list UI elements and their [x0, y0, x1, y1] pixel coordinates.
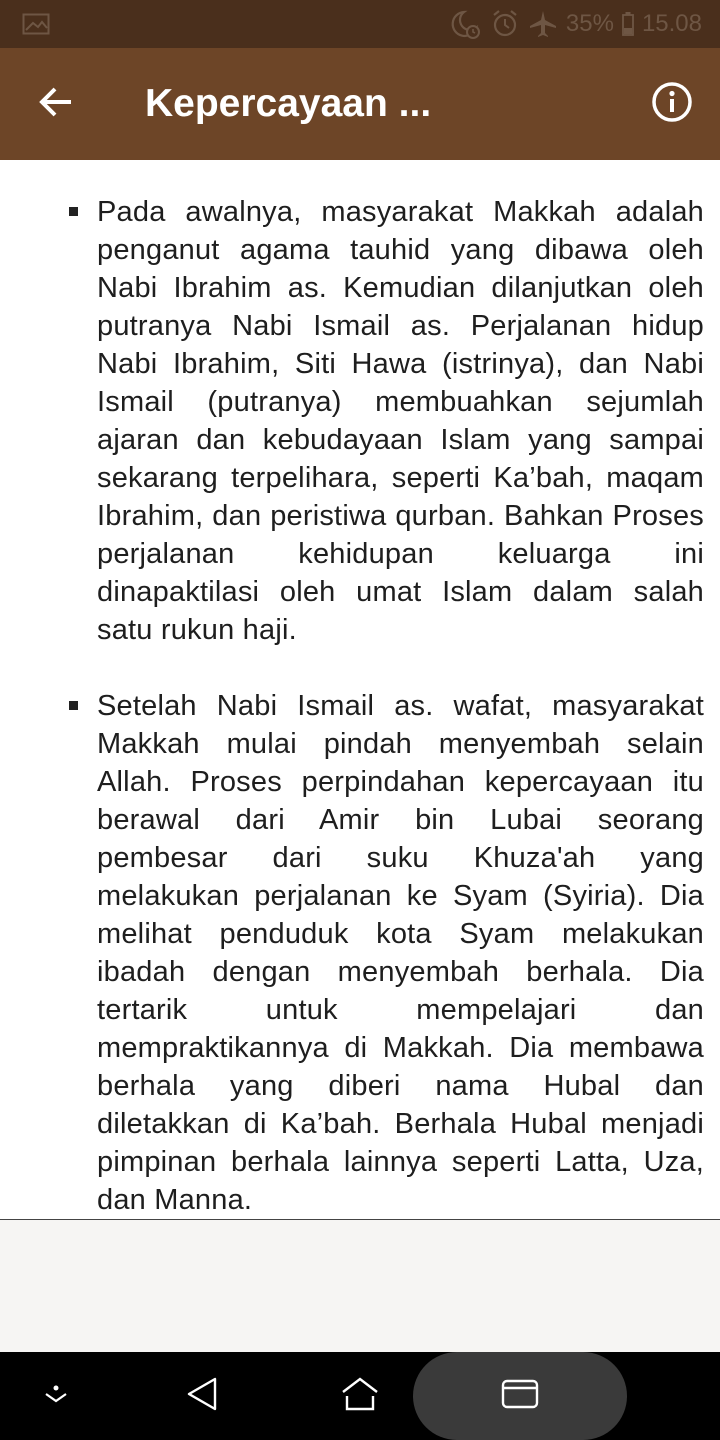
hide-nav-button[interactable]	[26, 1352, 86, 1440]
list-item	[0, 687, 720, 1219]
info-icon	[651, 81, 693, 128]
bottom-blank-area	[0, 1220, 720, 1352]
page-title: Kepercayaan ...	[145, 82, 432, 125]
nav-recents-button[interactable]	[488, 1352, 552, 1440]
bullet-marker	[69, 701, 78, 710]
alarm-icon	[490, 9, 520, 39]
bullet-list	[0, 193, 720, 1219]
paragraph-text: Setelah Nabi Ismail as. wafat, masyarakat Makkah mulai pindah menyembah selain Allah. Proses perpindahan kepercayaan itu berawal dari Amir bin Lubai seorang pembesar dari suku Khuza'ah yang melakukan perjalanan ke Syam (Syiria). Dia melihat penduduk kota Syam melakukan ibadah dengan menyembah berhala. Dia tertarik untuk mempelajari dan mempraktikannya di Makkah. Dia membawa berhala yang diberi nama Hubal dan diletakkan di Ka’bah. Berhala Hubal menjadi pimpinan berhala lainnya seperti Latta, Uza, dan Manna.	[97, 690, 704, 1216]
paragraph-text: Pada awalnya, masyarakat Makkah adalah penganut agama tauhid yang dibawa oleh Nabi Ibrahim as. Kemudian dilanjutkan oleh putranya Nabi Ismail as. Perjalanan hidup Nabi Ibrahim, Siti Hawa (istrinya), dan Nabi Ismail (putranya) membuahkan sejumlah ajaran dan kebudayaan Islam yang sampai sekarang terpelihara, seperti Ka’bah, maqam Ibrahim, dan peristiwa qurban. Bahkan Proses perjalanan kehidupan keluarga ini dinapaktilasi oleh umat Islam dalam salah satu rukun haji.	[97, 196, 704, 646]
moon-clock-icon	[448, 8, 482, 40]
article-content[interactable]	[0, 160, 720, 1219]
back-button[interactable]	[28, 76, 84, 132]
hide-nav-icon	[42, 1384, 70, 1409]
status-icons	[448, 8, 702, 40]
app-bar	[0, 48, 720, 160]
nav-home-button[interactable]	[328, 1352, 392, 1440]
info-button[interactable]	[648, 80, 696, 128]
navigation-bar	[0, 1352, 720, 1440]
nav-back-button[interactable]	[170, 1352, 234, 1440]
battery-icon	[622, 12, 634, 36]
list-item	[0, 193, 720, 649]
clock-time: 15.08	[641, 10, 702, 37]
airplane-icon	[528, 9, 558, 39]
home-icon	[340, 1376, 380, 1417]
status-bar	[0, 0, 720, 48]
arrow-left-icon	[38, 84, 74, 125]
battery-text: 35%	[565, 10, 614, 37]
bullet-marker	[69, 207, 78, 216]
back-triangle-icon	[185, 1376, 219, 1417]
recents-icon	[501, 1379, 539, 1414]
image-icon	[22, 13, 50, 35]
